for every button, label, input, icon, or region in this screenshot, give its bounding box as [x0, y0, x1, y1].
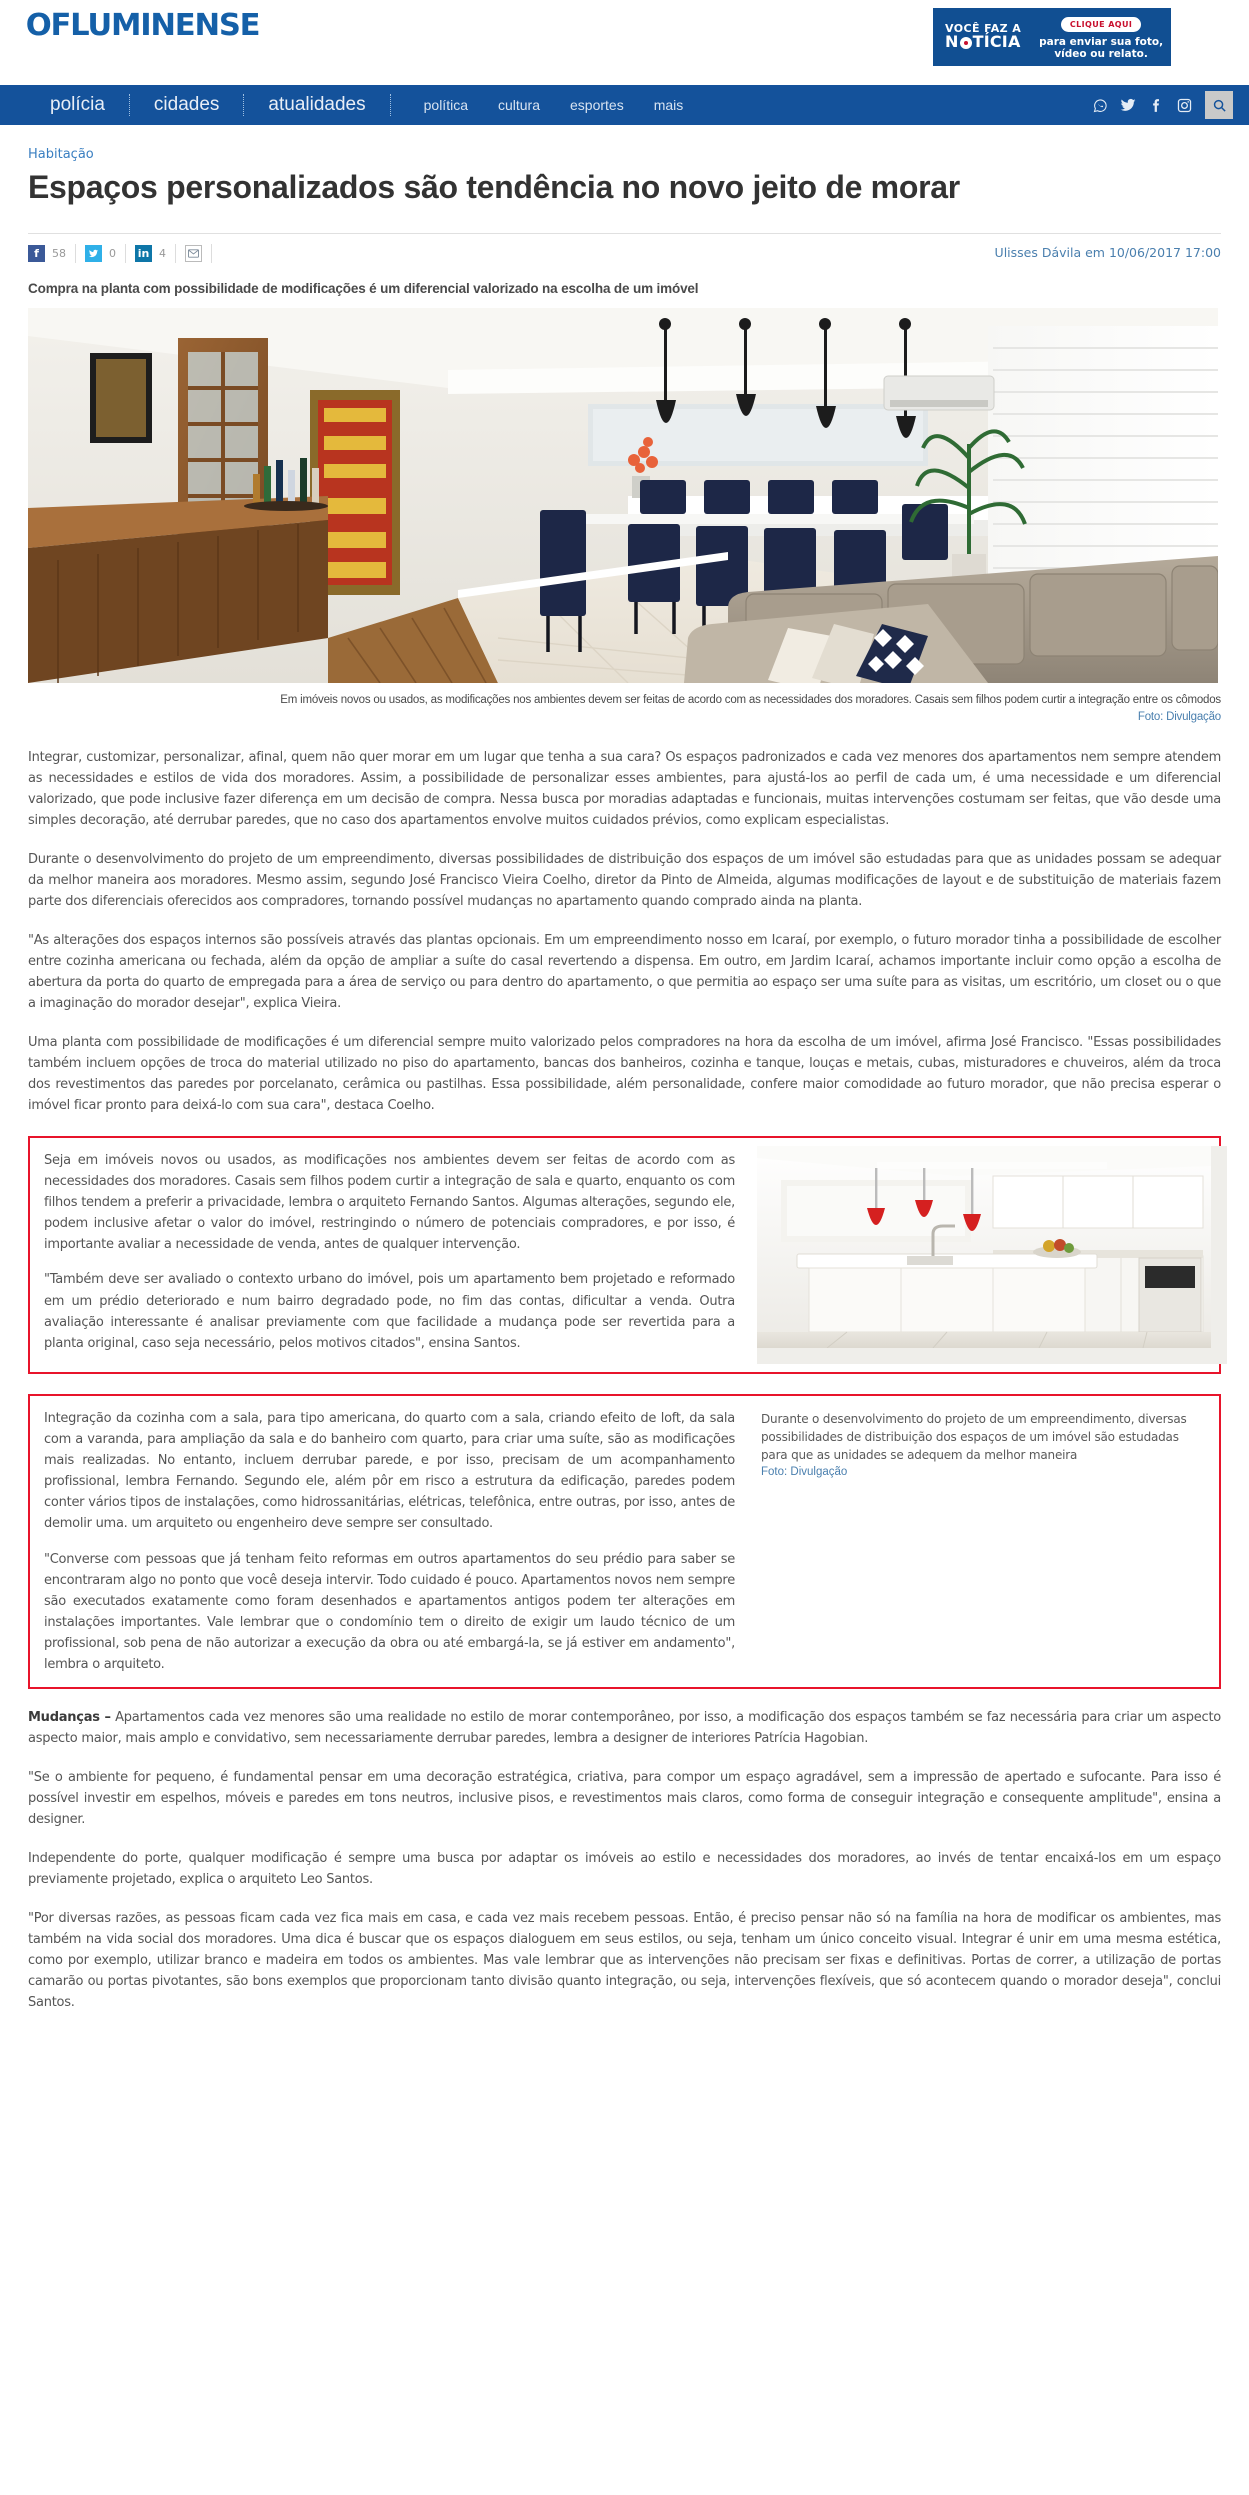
article-paragraph: Integrar, customizar, personalizar, afinal, quem não quer morar em um lugar que tenha a sua cara? Os espaços padronizados e cada vez menores dos apartamentos nem sempre atendem as necessidades e estilos de vida dos moradores. Assim, a possibilidade de personalizar esses ambientes, para ajustá-los ao perfil de cada um, é uma necessidade e um diferencial valorizado, que pode inclusive fazer diferença em um decisão de compra. Nessa busca por moradias adaptadas e funcionais, muitas intervenções costumam ser feitas, que vão desde uma simples decoração, até derrubar paredes, que no caso dos apartamentos envolve muitos cuidados prévios, como explicam especialistas.	[28, 749, 1221, 828]
facebook-icon[interactable]	[1143, 92, 1169, 118]
promo-banner-line1: VOCÊ FAZ A	[945, 21, 1022, 35]
hero-credit: Foto: Divulgação	[1137, 711, 1221, 724]
nav-item-politica[interactable]: política	[423, 97, 468, 113]
nav-item-cidades[interactable]: cidades	[153, 94, 220, 115]
article-paragraph: "Por diversas razões, as pessoas ficam cada vez fica mais em casa, e cada vez mais recebem pessoas. Então, é preciso pensar não só na família na hora de modificar os ambientes, mas também na vida social dos moradores. Uma dica é buscar que os espaços dialoguem em seus estilos, ou seja, tenham um único conceito visual. Integrar é unir em uma mesma estética, como por exemplo, utilizar branco e madeira em todos os ambientes. Mas vale lembrar que as intervenções não precisam ser fixas e definitivas. Portas de correr, a utilização de portas camarão ou portas pivotantes, são bons exemplos que proporcionam tanto divisão quanto integração, ou seja, intervenções flexíveis, que só acontecem quando o morador deseja", conclui Santos.	[28, 1911, 1221, 2011]
article-lead: Compra na planta com possibilidade de modificações é um diferencial valorizado na escolha de um imóvel	[28, 281, 699, 297]
promo-banner-line2	[945, 34, 1021, 51]
article-paragraph: "As alterações dos espaços internos são possíveis através das plantas opcionais. Em um empreendimento nosso em Icaraí, por exemplo, o futuro morador tinha a possibilidade de escolher entre cozinha americana ou fechada, além da opção de ampliar a suíte do casal revertendo a dispensa. Em outro, em Jardim Icaraí, achamos importante incluir como opção a escolha de abertura da porta do quarto de empregada para a área de serviço ou para dentro do apartamento, o que permitia ao espaço ser uma suíte para as visitas, um escritório, um closet ou o que a imaginação do morador desejar", explica Vieira.	[28, 932, 1221, 1011]
highlight-box-1	[28, 1136, 1221, 1374]
primary-nav-group	[0, 85, 391, 125]
article-paragraph-mudancas	[28, 1707, 1221, 1749]
twitter-icon[interactable]	[1115, 92, 1141, 118]
highlight-box-2	[28, 1394, 1221, 1689]
nav-item-policia[interactable]: polícia	[50, 94, 105, 115]
hero-image	[28, 308, 1218, 683]
article-container	[0, 147, 1249, 2033]
highlight-box-1-text	[30, 1138, 749, 1372]
kitchen-image	[757, 1146, 1227, 1364]
target-dot-icon	[960, 37, 972, 49]
share-toolbar	[28, 233, 1221, 263]
linkedin-share-count: 4	[159, 246, 166, 260]
nav-item-cultura[interactable]: cultura	[497, 97, 541, 113]
article-footer-spacer	[28, 2013, 1221, 2033]
instagram-icon[interactable]	[1171, 92, 1197, 118]
twitter-share-icon	[85, 245, 102, 262]
search-button[interactable]	[1205, 91, 1233, 119]
article-kicker[interactable]: Habitação	[28, 147, 94, 162]
facebook-share-count: 58	[52, 246, 66, 260]
highlight-box-1-media	[749, 1138, 1219, 1372]
share-email[interactable]	[185, 244, 212, 263]
highlight-box-2-text	[30, 1396, 749, 1687]
promo-banner-headline	[933, 23, 1021, 51]
highlight-paragraph: Integração da cozinha com a sala, para tipo americana, do quarto com a sala, criando efeito de loft, da sala com a varanda, para ampliação da sala e do banheiro com quarto, para criar uma suíte, são as modificações mais realizadas. No entanto, incluem derrubar parede, e por isso, precisam de um acompanhamento profissional, lembra Fernando. Segundo ele, além pôr em risco a estrutura da edificação, paredes podem conter vários tipos de instalações, como hidrossanitárias, elétricas, telefônica, entre outras, por isso, antes de demolir uma. um arquiteto ou engenheiro deve sempre ser consultado.	[44, 1411, 735, 1532]
highlight-paragraph: Seja em imóveis novos ou usados, as modificações nos ambientes devem ser feitas de acordo com as necessidades dos moradores. Casais sem filhos podem curtir a integração de sala e quarto, enquanto os com filhos tendem a preferir a privacidade, lembra o arquiteto Fernando Santos. Algumas alterações, segundo ele, podem inclusive afetar o valor do imóvel, restringindo o número de potenciais compradores, e por isso, é importante avaliar a necessidade de venda, antes de qualquer intervenção.	[44, 1153, 735, 1253]
nav-item-mais[interactable]: mais	[653, 97, 684, 113]
article-paragraph: Uma planta com possibilidade de modificações é um diferencial sempre muito valorizado pelos compradores na hora da escolha de um imóvel, afirma José Francisco. "Essas possibilidades também incluem opções de troca do material utilizado no piso do apartamento, bancas dos banheiros, cozinha e tanque, louças e metais, cubas, misturadores e chuveiros, além da troca dos revestimentos das paredes por porcelanato, cerâmica ou pastilhas. Essa possibilidade, além personalidade, confere maior comodidade ao futuro morador, que não precisa esperar o imóvel ficar pronto para deixá-lo com sua cara", destaca Coelho.	[28, 1035, 1221, 1114]
share-linkedin[interactable]	[135, 244, 176, 263]
highlight-box-2-credit: Foto: Divulgação	[761, 1466, 848, 1479]
promo-banner-subtext-line2: vídeo ou relato.	[1054, 48, 1148, 60]
social-links-group	[1087, 85, 1233, 125]
promo-banner-ad[interactable]	[933, 8, 1171, 66]
share-facebook[interactable]	[28, 244, 76, 263]
article-paragraph: Durante o desenvolvimento do projeto de um empreendimento, diversas possibilidades de distribuição dos espaços de um imóvel são estudadas para que as unidades possam se adequar da melhor maneira aos moradores. Mesmo assim, segundo José Francisco Vieira Coelho, diretor da Pinto de Almeida, algumas modificações de layout e de substituição de materiais fazem parte dos diferenciais oferecidos aos compradores, tornando possível mudanças no apartamento quando comprado ainda na planta.	[28, 851, 1221, 909]
promo-banner-subtext-line1: para enviar sua foto,	[1039, 35, 1164, 48]
facebook-share-icon: f	[28, 245, 45, 262]
hero-caption-text: Em imóveis novos ou usados, as modificações nos ambientes devem ser feitas de acordo com as necessidades dos moradores. Casais sem filhos podem curtir a integração entre os cômodos	[280, 694, 1221, 707]
hero-caption	[28, 692, 1221, 727]
linkedin-share-icon: in	[135, 245, 152, 262]
secondary-nav-group	[409, 85, 699, 125]
article-byline: Ulisses Dávila em 10/06/2017 17:00	[994, 245, 1221, 261]
article-paragraph: Independente do porte, qualquer modificação é sempre uma busca por adaptar os imóveis ao estilo e necessidades dos moradores, ao invés de tentar encaixá-los em um espaço previamente projetado, explica o arquiteto Leo Santos.	[28, 1851, 1221, 1888]
site-logo[interactable]: OFLUMINENSE	[25, 8, 260, 43]
twitter-share-count: 0	[109, 246, 116, 260]
site-masthead	[0, 0, 1249, 85]
promo-banner-cta-block[interactable]	[1021, 14, 1171, 60]
nav-item-atualidades[interactable]: atualidades	[268, 94, 366, 115]
hero-figure	[28, 308, 1221, 727]
promo-banner-cta-button[interactable]: CLIQUE AQUI	[1061, 17, 1141, 32]
highlight-box-2-media	[749, 1396, 1219, 1687]
main-navigation	[0, 85, 1249, 125]
paragraph-rest: Apartamentos cada vez menores são uma realidade no estilo de morar contemporâneo, por isso, a modificação dos espaços também se faz necessária para criar um aspecto aspecto maior, mais amplo e convidativo, sem necessariamente derrubar paredes, lembra a designer de interiores Patrícia Hagobian.	[28, 1709, 1221, 1746]
page-title: Espaços personalizados são tendência no novo jeito de morar	[28, 169, 960, 205]
promo-banner-line2-post: TÍCIA	[972, 32, 1021, 52]
highlight-paragraph: "Converse com pessoas que já tenham feito reformas em outros apartamentos do seu prédio para saber se encontraram algo no ponto que você deseja intervir. Todo cuidado é pouco. Apartamentos novos nem sempre são executados exatamente como foram desenhados e apartamentos antigos podem ter alterações em instalações importantes. Vale lembrar que o condomínio tem o direito de exigir um laudo técnico de um profissional, sob pena de não autorizar a execução da obra ou até embargá-la, se já estiver em andamento", lembra o arquiteto.	[44, 1551, 735, 1672]
nav-item-esportes[interactable]: esportes	[570, 97, 624, 113]
highlight-box-2-caption: Durante o desenvolvimento do projeto de um empreendimento, diversas possibilidades de distribuição dos espaços de um imóvel são estudadas para que as unidades se adequem da melhor maneira	[761, 1412, 1187, 1463]
promo-banner-subtext	[1031, 36, 1171, 60]
article-paragraph: "Se o ambiente for pequeno, é fundamental pensar em uma decoração estratégica, criativa, para compor um espaço agradável, sem a impressão de apertado e sufocante. Para isso é possível investir em espelhos, móveis e paredes em tons neutros, inclusive pisos, e revestimentos mais claros, como forma de conseguir integração e consequente amplitude", ensina a designer.	[28, 1769, 1221, 1827]
share-twitter[interactable]	[85, 244, 126, 263]
whatsapp-icon[interactable]	[1087, 92, 1113, 118]
highlight-paragraph: "Também deve ser avaliado o contexto urbano do imóvel, pois um apartamento bem projetado e reformado em um prédio deteriorado e num bairro degradado pode, no fim das contas, dificultar a venda. Outra avaliação interessante é analisar previamente com que facilidade a mudança pode ser revertida para a planta original, caso seja necessário, pelos motivos citados", ensina Santos.	[44, 1272, 735, 1351]
nav-divider	[390, 94, 391, 116]
promo-banner-line2-pre: N	[945, 32, 959, 52]
paragraph-bold-label: Mudanças –	[28, 1709, 111, 1725]
email-share-icon	[185, 245, 202, 262]
